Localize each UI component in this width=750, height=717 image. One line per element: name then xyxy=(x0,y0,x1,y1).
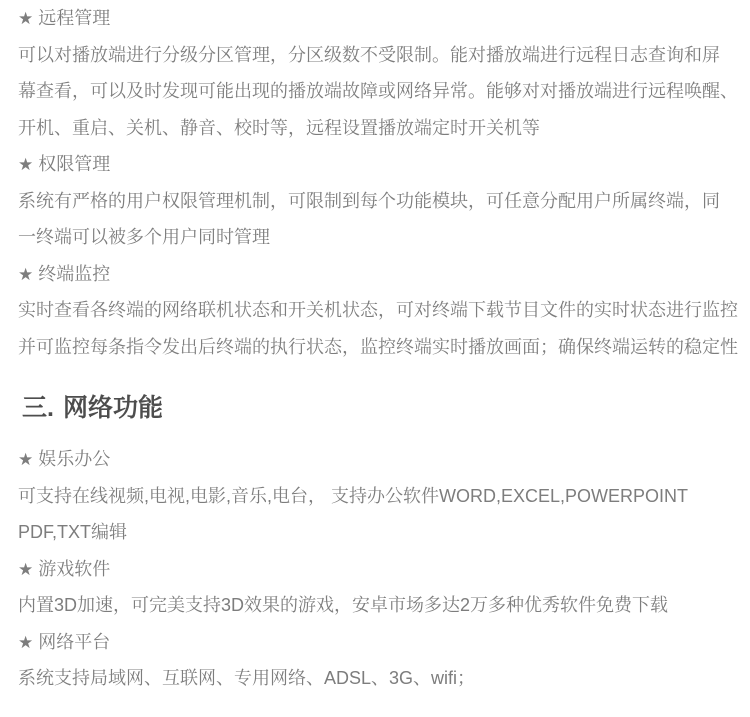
section-permission-management xyxy=(18,146,740,256)
feature-label: 游戏软件 xyxy=(38,558,111,579)
section-entertainment-office xyxy=(18,441,740,551)
feature-title-permission-management xyxy=(18,146,740,183)
feature-body-line: PDF,TXT编辑 xyxy=(18,522,128,542)
feature-body-line: 开机、重启、关机、静音、校时等，远程设置播放端定时开关机等 xyxy=(18,117,540,138)
feature-title-game-software xyxy=(18,551,740,588)
feature-body-line: 并可监控每条指令发出后终端的执行状态，监控终端实时播放画面；确保终端运转的稳定性 xyxy=(18,336,738,357)
heading-title: 网络功能 xyxy=(62,394,163,422)
feature-label: 娱乐办公 xyxy=(38,449,111,469)
feature-body-line: 可以对播放端进行分级分区管理，分区级数不受限制。能对播放端进行远程日志查询和屏 xyxy=(18,44,720,65)
section-remote-management xyxy=(18,0,740,146)
star-icon: ★ xyxy=(18,450,34,469)
feature-body-line: 内置3D加速，可完美支持3D效果的游戏，安卓市场多达2万多种优秀软件免费下载 xyxy=(18,595,669,615)
feature-title-entertainment-office xyxy=(18,441,740,478)
section-network-platform xyxy=(18,624,740,697)
heading-numeral: 三. xyxy=(22,394,54,422)
feature-label: 权限管理 xyxy=(38,154,111,174)
section-terminal-monitoring xyxy=(18,256,740,366)
star-icon: ★ xyxy=(18,559,34,579)
feature-title-remote-management xyxy=(18,0,740,37)
section-game-software xyxy=(18,551,740,624)
feature-title-terminal-monitoring xyxy=(18,256,740,293)
feature-label: 终端监控 xyxy=(38,263,111,284)
feature-label: 远程管理 xyxy=(38,8,111,28)
star-icon: ★ xyxy=(18,155,34,174)
star-icon: ★ xyxy=(18,264,34,284)
star-icon: ★ xyxy=(18,632,34,652)
feature-body-line: 系统支持局域网、互联网、专用网络、ADSL、3G、wifi； xyxy=(18,668,476,688)
feature-label: 网络平台 xyxy=(38,631,111,652)
feature-body-line: 可支持在线视频,电视,电影,音乐,电台， 支持办公软件WORD,EXCEL,POWERPOINT xyxy=(18,485,689,506)
section-heading-network-functions xyxy=(22,389,740,427)
feature-body-line: 幕查看，可以及时发现可能出现的播放端故障或网络异常。能够对对播放端进行远程唤醒、 xyxy=(18,81,738,101)
feature-title-network-platform xyxy=(18,624,740,661)
feature-body-line: 系统有严格的用户权限管理机制，可限制到每个功能模块，可任意分配用户所属终端，同 xyxy=(18,190,720,211)
star-icon: ★ xyxy=(18,9,34,28)
feature-body-line: 一终端可以被多个用户同时管理 xyxy=(18,227,270,247)
feature-body-line: 实时查看各终端的网络联机状态和开关机状态，可对终端下载节目文件的实时状态进行监控 xyxy=(18,300,738,320)
